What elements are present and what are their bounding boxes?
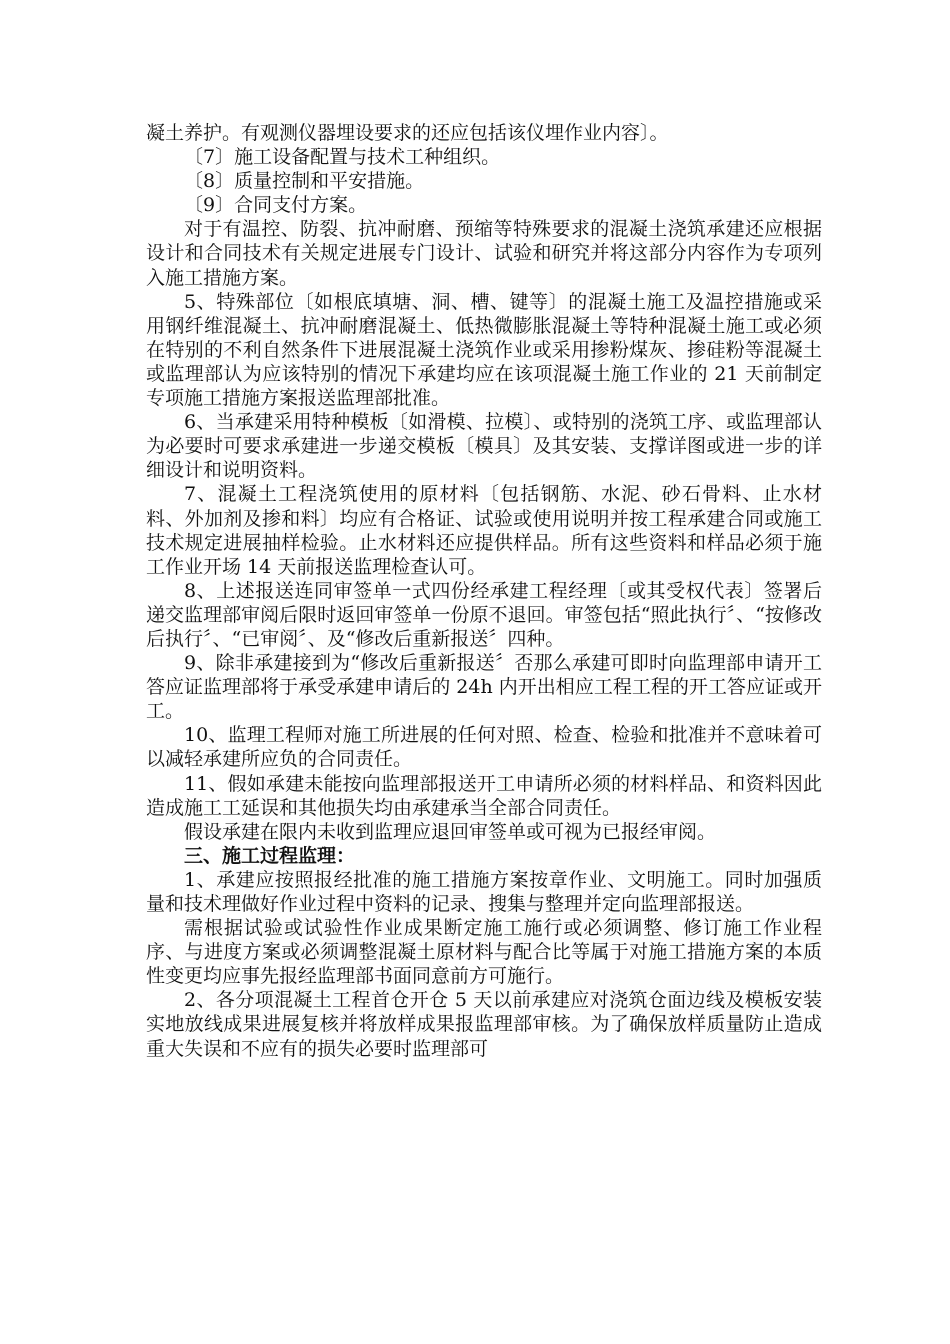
section-heading: 三、施工过程监理： [184,844,356,867]
document-page [146,121,822,1061]
paragraph-9: 8、上述报送连同审签单一式四份经承建工程经理〔或其受权代表〕签署后递交监理部审阅后限时返回审签单一份原不退回。审签包括“照此执行〞、“按修改后执行〞、“已审阅〞、及“修改后重新报送〞四种。 [146,579,822,650]
paragraph-16: 需根据试验或试验性作业成果断定施工施行或必须调整、修订施工作业程序、与进度方案或必须调整混凝土原材料与配合比等属于对施工措施方案的本质性变更均应事先报经监理部书面同意前方可施行。 [146,917,822,988]
paragraph-7: 6、当承建采用特种模板〔如滑模、拉模〕、或特别的浇筑工序、或监理部认为必要时可要求承建进一步递交模板〔模具〕及其安装、支撑详图或进一步的详细设计和说明资料。 [146,411,822,482]
paragraph-4: 〔9〕合同支付方案。 [184,194,368,217]
paragraph-13: 假设承建在限内未收到监理应退回审签单或可视为已报经审阅。 [184,820,717,843]
paragraph-12: 11、假如承建未能按向监理部报送开工申请所必须的材料样品、和资料因此造成施工工延误和其他损失均由承建承当全部合同责任。 [146,772,822,819]
paragraph-6: 5、特殊部位〔如根底填塘、洞、槽、键等〕的混凝土施工及温控措施或采用钢纤维混凝土、抗冲耐磨混凝土、低热微膨胀混凝土等特种混凝土施工或必须在特别的不利自然条件下进展混凝土浇筑作业或采用掺粉煤灰、掺硅粉等混凝土或监理部认为应该特别的情况下承建均应在该项混凝土施工作业的 21 天前制定专项施工措施方案报送监理部批准。 [146,290,822,410]
paragraph-15: 1、承建应按照报经批准的施工措施方案按章作业、文明施工。同时加强质量和技术理做好作业过程中资料的记录、搜集与整理并定向监理部报送。 [146,868,822,915]
paragraph-11: 10、监理工程师对施工所进展的任何对照、检查、检验和批准并不意味着可以减轻承建所应负的合同责任。 [146,724,822,771]
paragraph-3: 〔8〕质量控制和平安措施。 [184,170,425,193]
paragraph-1: 凝土养护。有观测仪器埋设要求的还应包括该仪埋作业内容〕。 [146,122,669,144]
paragraph-10: 9、除非承建接到为“修改后重新报送〞否那么承建可即时向监理部申请开工答应证监理部将于承受承建申请后的 24h 内开出相应工程工程的开工答应证或开工。 [146,652,822,723]
paragraph-5: 对于有温控、防裂、抗冲耐磨、预缩等特殊要求的混凝土浇筑承建还应根据设计和合同技术有关规定进展专门设计、试验和研究并将这部分内容作为专项列入施工措施方案。 [146,218,822,289]
paragraph-2: 〔7〕施工设备配置与技术工种组织。 [184,146,501,169]
paragraph-8: 7、混凝土工程浇筑使用的原材料〔包括钢筋、水泥、砂石骨料、止水材料、外加剂及掺和料〕均应有合格证、试验或使用说明并按工程承建合同或施工技术规定进展抽样检验。止水材料还应提供样品。所有这些资料和样品必须于施工作业开场 14 天前报送监理检查认可。 [146,483,822,578]
paragraph-17: 2、各分项混凝土工程首仓开仓 5 天以前承建应对浇筑仓面边线及模板安装实地放线成果进展复核并将放样成果报监理部审核。为了确保放样质量防止造成重大失误和不应有的损失必要时监理部可 [146,989,822,1060]
